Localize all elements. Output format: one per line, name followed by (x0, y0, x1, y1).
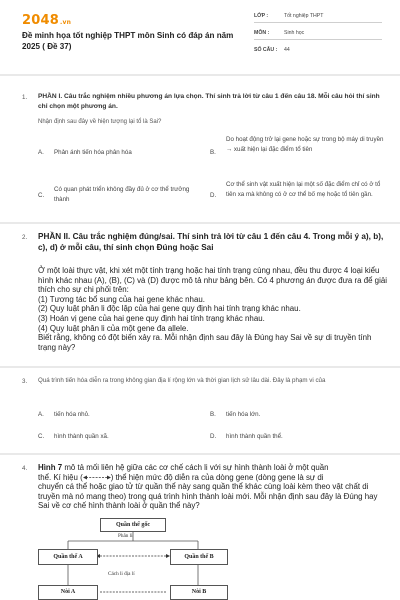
figure-reference: Hình 7 (38, 463, 63, 472)
population-a-box: Quần thể A (38, 549, 98, 565)
gene-flow-symbol (83, 474, 111, 481)
option-label: B. (210, 411, 216, 418)
option-label: B. (210, 149, 216, 156)
option-text: hình thành quần thể. (226, 433, 283, 440)
meta-value: Sinh học (284, 30, 305, 36)
option-label: C. (38, 192, 45, 199)
option-label: A. (38, 411, 44, 418)
option-label: D. (210, 192, 217, 199)
question-divider (0, 222, 400, 224)
meta-key: LỚP : (254, 13, 269, 19)
question-number: 3. (22, 378, 28, 385)
header-divider (0, 74, 400, 76)
meta-key: SỐ CÂU : (254, 47, 278, 53)
document-title: Đề minh họa tốt nghiệp THPT môn Sinh có đáp án năm 2025 ( Đề 37) (22, 31, 234, 51)
option-text: tiến hóa lớn. (226, 411, 261, 418)
question-number: 2. (22, 234, 28, 241)
origin-population-box: Quần thể gốc (100, 518, 166, 532)
option-text: Có quan phát triển không đầy đủ ở cơ thể trưởng thành (54, 186, 190, 203)
document-header (0, 0, 400, 82)
question-title: PHẦN II. Câu trắc nghiệm đúng/sai. Thí sinh trả lời từ câu 1 đến câu 4. Trong mỗi ý a), b), c), d) ở mỗi câu, thí sinh chọn Đúng hoặc Sai (38, 232, 384, 252)
question-text: mô tả mối liên hệ giữa các cơ chế cách li với sự hình thành loài ở một quần (62, 463, 329, 472)
speciation-diagram (38, 515, 228, 600)
question-prompt: Nhận định sau đây về hiện tượng lại tổ là Sai? (38, 119, 162, 125)
question-divider (0, 453, 400, 455)
option-label: D. (210, 433, 217, 440)
option-label: A. (38, 149, 44, 156)
question-title: Quá trình tiến hóa diễn ra trong không gian địa lí rộng lớn và thời gian lịch sử lâu dài. Đây là phạm vi của (38, 377, 326, 384)
site-logo[interactable]: 2048.vn (22, 13, 72, 28)
subspecies-a-box: Nòi A (38, 585, 98, 600)
meta-key: MÔN : (254, 30, 270, 36)
meta-value: 44 (284, 47, 290, 53)
subspecies-b-box: Nòi B (170, 585, 228, 600)
question-divider (0, 366, 400, 368)
question-title: PHẦN I. Câu trắc nghiệm nhiều phương án lựa chọn. Thí sinh trả lời từ câu 1 đến câu 18. Mỗi câu hỏi thí sinh chỉ chọn một phương án. (38, 93, 380, 110)
option-text: tiến hóa nhỏ. (54, 411, 90, 418)
question-number: 1. (22, 94, 28, 101)
meta-value: Tốt nghiệp THPT (284, 13, 324, 19)
population-b-box: Quần thể B (170, 549, 228, 565)
option-text: Do hoạt động trở lại gene hoặc sự trong bộ máy di truyền → xuất hiện lại đặc điểm tổ tiên (226, 136, 384, 153)
question-text: chuyển cá thể hoặc giao tử từ quần thể này sang quần thể khác cùng loài kèm theo vật chất di truyền mà nó mang theo) trong quá trình hình thành loài mới. Mỗi nhận định sau đây là Đúng hay Sai về cơ chế hình thành loài ở quần thể này? (38, 482, 378, 511)
option-text: hình thành quần xã. (54, 433, 109, 440)
isolation-label: Cách li địa lí (108, 571, 135, 577)
question-text: thể. Kí hiệu ( (38, 472, 83, 482)
question-text: ) thể hiện mức độ diễn ra của dòng gene (dòng gene là sự di (110, 472, 324, 482)
question-body (38, 463, 388, 511)
split-label: Phân li (118, 533, 133, 539)
option-label: C. (38, 433, 45, 440)
option-text: Cơ thể sinh vật xuất hiện lại một số đặc điểm chỉ có ở tổ tiên xa mà không có ở cơ thể bố mẹ hoặc tổ tiên gần. (226, 181, 381, 198)
option-text: Phản ánh tiến hóa phân hóa (54, 149, 132, 156)
question-number: 4. (22, 465, 28, 472)
question-body: Ở một loài thực vật, khi xét một tính trạng hoặc hai tính trạng cùng nhau, đều thu được 4 loại kiểu hình khác nhau (A), (B), (C) và (D) được mô tả như bảng bên. Có 4 phương án được đưa ra để giải thích cho sự chi phối trên: (1) Tương tác bổ sung của hai gene khác nhau. (2) Quy luật phân li độc lập của hai gene quy định hai tính trạng khác nhau. (3) Hoán vị gene của hai gene quy định hai tính trạng khác nhau. (4) Quy luật phân li của một gene đa allele. Biết rằng, không có đột biến xảy ra. Mỗi nhận định sau đây là Đúng hay Sai về sự di truyền tính trạng này? (38, 266, 387, 352)
